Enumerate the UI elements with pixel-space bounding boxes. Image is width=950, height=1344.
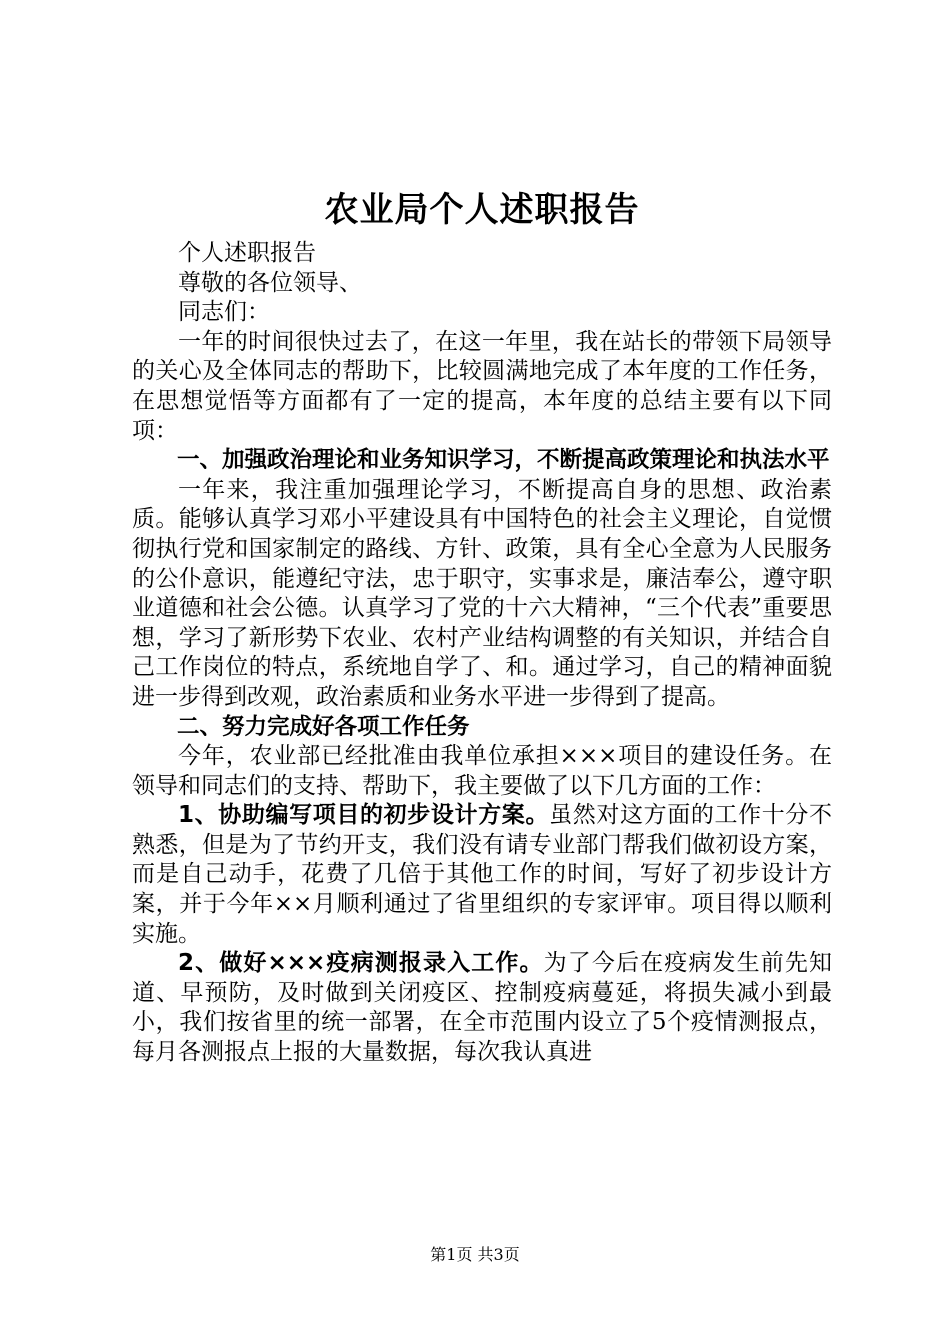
document-title: 农业局个人述职报告 [324, 190, 640, 230]
salutation-line-2: 同志们： [178, 299, 270, 326]
section-1-heading: 一、加强政治理论和业务知识学习，不断提高政策理论和执法水平 [177, 447, 830, 474]
item-1-paragraph [132, 801, 832, 949]
page-footer: 第1页 共3页 [430, 1245, 520, 1264]
document-body [132, 239, 832, 1068]
item-1-lead: 1、协助编写项目的初步设计方案。 [178, 802, 550, 829]
item-2-lead: 2、做好×××疫病测报录入工作。 [178, 950, 544, 977]
item-2-text: 为了今后在疫病发生前先知道、早预防，及时做到关闭疫区、控制疫病蔓延，将损失减小到最小，我们按省里的统一部署，在全市范围内设立了5个疫情测报点，每月各测报点上报的大量数据，每次我认真进 [132, 950, 833, 1066]
section-2-paragraph: 今年，农业部已经批准由我单位承担×××项目的建设任务。在领导和同志们的支持、帮助下，我主要做了以下几方面的工作： [132, 743, 832, 799]
section-2-heading: 二、努力完成好各项工作任务 [177, 713, 470, 740]
section-1-paragraph: 一年来，我注重加强理论学习，不断提高自身的思想、政治素质。能够认真学习邓小平建设具有中国特色的社会主义理论，自觉惯彻执行党和国家制定的路线、方针、政策，具有全心全意为人民服务的公仆意识，能遵纪守法，忠于职守，实事求是，廉洁奉公，遵守职业道德和社会公德。认真学习了党的十六大精神，“三个代表”重要思想，学习了新形势下农业、农村产业结构调整的有关知识，并结合自己工作岗位的特点，系统地自学了、和。通过学习，自己的精神面貌进一步得到改观，政治素质和业务水平进一步得到了提高。 [132, 476, 832, 710]
item-1-text: 虽然对这方面的工作十分不熟悉，但是为了节约开支，我们没有请专业部门帮我们做初设方案，而是自己动手，花费了几倍于其他工作的时间，写好了初步设计方案，并于今年××月顺利通过了省里组织的专家评审。项目得以顺利实施。 [132, 802, 832, 947]
subtitle-paragraph: 个人述职报告 [178, 240, 316, 266]
salutation-line-1: 尊敬的各位领导、 [178, 269, 362, 296]
item-2-paragraph [132, 949, 832, 1067]
intro-paragraph: 一年的时间很快过去了，在这一年里，我在站长的带领下局领导的关心及全体同志的帮助下，比较圆满地完成了本年度的工作任务，在思想觉悟等方面都有了一定的提高，本年度的总结主要有以下同项： [132, 328, 832, 444]
